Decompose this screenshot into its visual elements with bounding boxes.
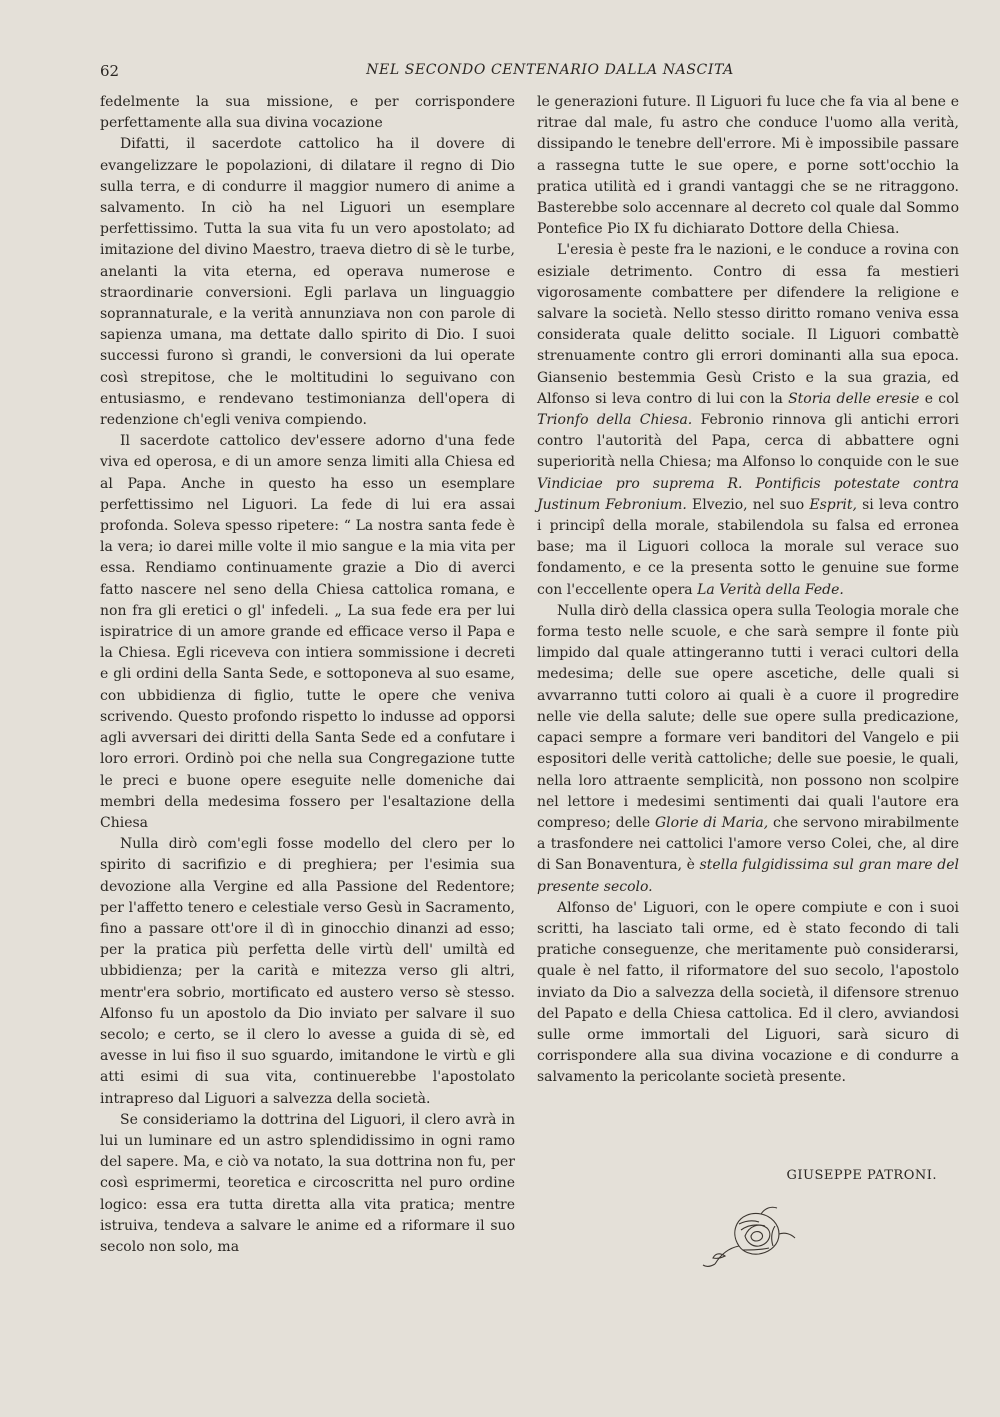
quotation: stella fulgidissima sul gran mare del presente secolo. <box>537 857 959 895</box>
left-column <box>100 92 515 1258</box>
paragraph: le generazioni future. Il Liguori fu luce che fa via al bene e ritrae dal male, fu astro che conduce l'uomo alla verità, dissipando le tenebre dell'errore. Mi è impossibile passare a rassegna tutte le sue opere, e porne sott'occhio la pratica utilità ed i grandi vantaggi che se ne ritraggono. Basterebbe solo accennare al decreto col quale dal Sommo Pontefice Pio IX fu dichiarato Dottore della Chiesa. <box>537 94 959 238</box>
page-number: 62 <box>100 62 120 80</box>
text-run: e col <box>919 390 960 407</box>
book-title: Glorie di Maria, <box>654 814 769 831</box>
book-title: Storia delle eresie <box>788 390 920 407</box>
book-title: Trionfo della Chiesa. <box>537 412 693 429</box>
flower-ornament-icon <box>695 1196 805 1276</box>
book-title: Esprit, <box>809 496 857 513</box>
right-column <box>537 92 959 1089</box>
text-run: Elvezio, nel suo <box>686 496 810 513</box>
author-signature: GIUSEPPE PATRONI. <box>786 1168 937 1183</box>
text-run: Febronio rinnova gli antichi errori contro l'autorità del Papa, cerca di abbattere ogni superiorità nella Chiesa; ma Alfonso lo conquide con le sue <box>537 412 959 471</box>
book-title: Vindiciae pro suprema R. Pontificis potestate contra Justinum Febronium. <box>537 475 959 513</box>
paragraph <box>537 240 959 600</box>
page-header <box>0 62 1000 82</box>
running-title: NEL SECONDO CENTENARIO DALLA NASCITA <box>366 62 734 78</box>
paragraph: Alfonso de' Liguori, con le opere compiute e con i suoi scritti, ha lasciato tali orme, ed è stato fecondo di tali pratiche conseguenze, che meritamente può considerarsi, quale è nel fatto, il riformatore del suo secolo, l'apostolo inviato da Dio a salvezza della società, il difensore strenuo del Papato e della Chiesa cattolica. Ed il clero, avviandosi sulle orme immortali del Liguori, sarà sicuro di corrispondere alla sua divina vocazione e di condurre a salvamento la pericolante società presente. <box>537 899 959 1086</box>
text-run: Nulla dirò della classica opera sulla Teologia morale che forma testo nelle scuole, e che sarà sempre il fonte più limpido dal quale attingeranno tutti i veraci cultori della medesima; delle sue opere ascetiche, delle quali si avvarranno tutti coloro ai quali è a cuore il progredire nelle vie della salute; delle sue opere sulla predicazione, capaci sempre a formare veri banditori del Vangelo e pii espositori delle verità cattoliche; delle sue poesie, le quali, nella loro attraente semplicità, non possono non scolpire nel lettore i medesimi sentimenti dai quali l'autore era compreso; delle <box>537 602 959 831</box>
paragraph: Se consideriamo la dottrina del Liguori, il clero avrà in lui un luminare ed un astro splendidissimo in ogni ramo del sapere. Ma, e ciò va notato, la sua dottrina non fu, per così esprimermi, teoretica e circoscritta nel puro ordine logico: essa era tutta diretta alla vita pratica; mentre istruiva, tendeva a salvare le anime ed a riformare il suo secolo non solo, ma <box>100 1111 515 1255</box>
text-run: che servono mirabilmente a trasfondere nei cattolici l'amore verso Colei, che, al dire di San Bonaventura, è <box>537 814 959 874</box>
paragraph: Il sacerdote cattolico dev'essere adorno d'una fede viva ed operosa, e di un amore senza limiti alla Chiesa ed al Papa. Anche in questo ha esso un esemplare perfettissimo nel Liguori. La fede di lui era assai profonda. Soleva spesso ripetere: “ La nostra santa fede è la vera; io darei mille volte il mio sangue e la mia vita per essa. Rendiamo continuamente grazie a Dio di averci fatto nascere nel seno della Chiesa cattolica romana, e non fra gli eretici o gl' infedeli. „ La sua fede era per lui ispiratrice di un amore grande ed efficace verso il Papa e la Chiesa. Egli riceveva con intiera sommissione i decreti e gli ordini della Santa Sede, e sottoponeva al suo esame, con ubbidienza di figlio, tutte le opere che veniva scrivendo. Questo profondo rispetto lo indusse ad opporsi agli avversari dei diritti della Santa Sede ed a confutare i loro errori. Ordinò poi che nella sua Congregazione tutte le preci e buone opere eseguite nelle domeniche dai membri della medesima fossero per l'esaltazione della Chiesa <box>100 433 515 831</box>
text-run: L'eresia è peste fra le nazioni, e le conduce a rovina con esiziale detrimento. Contro di essa fa mestieri vigorosamente combattere per difendere la religione e salvare la società. Nello stesso diritto romano veniva essa considerata quale delitto sociale. Il Liguori combattè strenuamente contro gli errori dominanti alla sua epoca. Giansenio bestemmia Gesù Cristo e la sua grazia, ed Alfonso si leva contro di lui con la <box>537 242 959 407</box>
text-run: si leva contro i principî della morale, stabilendola su falsa ed erronea base; ma il Liguori colloca la morale sul verace suo fondamento, e ce la presenta sotto le genuine sue forme con l'eccellente opera <box>537 496 959 598</box>
book-title: La Verità della Fede. <box>697 581 844 598</box>
paragraph <box>537 601 959 898</box>
paragraph: fedelmente la sua missione, e per corrispondere perfettamente alla sua divina vocazione <box>100 94 515 132</box>
paragraph: Difatti, il sacerdote cattolico ha il dovere di evangelizzare le popolazioni, di dilatare il regno di Dio sulla terra, e di condurre il maggior numero di anime a salvamento. In ciò ha nel Liguori un esemplare perfettissimo. Tutta la sua vita fu un vero apostolato; ad imitazione del divino Maestro, traeva dietro di sè le turbe, anelanti la vita eterna, ed operava numerose e straordinarie conversioni. Egli parlava un linguaggio soprannaturale, e la verità annunziava non con parole di sapienza umana, ma dettate dallo spirito di Dio. I suoi successi furono sì grandi, le conversioni da lui operate così strepitose, che le moltitudini lo seguivano con entusiasmo, e rendevano testimonianza dell'opera di redenzione ch'egli veniva compiendo. <box>100 136 515 429</box>
paragraph: Nulla dirò com'egli fosse modello del clero per lo spirito di sacrifizio e di preghiera; per l'esimia sua devozione alla Vergine ed alla Passione del Redentore; per l'affetto tenero e celestiale verso Gesù in Sacramento, fino a passare ott'ore il dì in ginocchio dinanzi ad esso; per la pratica più perfetta delle virtù dell' umiltà ed ubbidienza; per la carità e mitezza verso gli altri, mentr'era sobrio, mortificato ed austero verso sè stesso. Alfonso fu un apostolo da Dio inviato per salvare il suo secolo; e certo, se il clero lo avesse a guida di sè, ed avesse in lui fiso il suo sguardo, imitandone le virtù e gli atti esimi di sua vita, continuerebbe l'apostolato intrapreso dal Liguori a salvezza della società. <box>100 836 515 1107</box>
